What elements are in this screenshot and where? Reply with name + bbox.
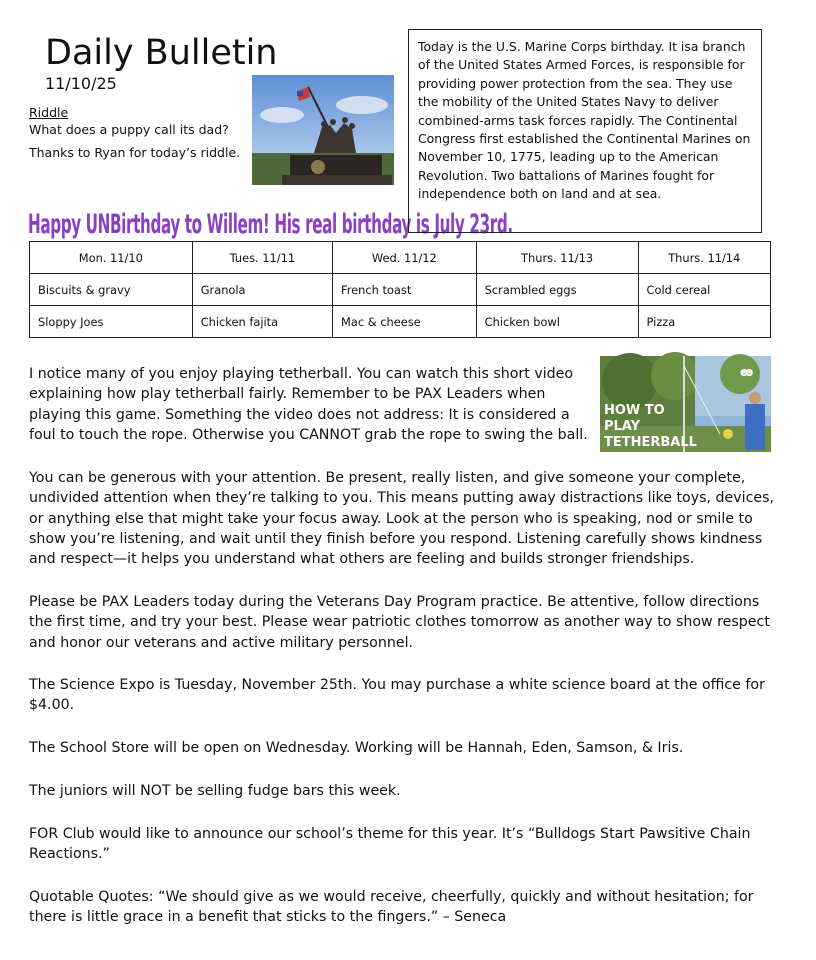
riddle-label: Riddle — [29, 105, 69, 120]
riddle-thanks: Thanks to Ryan for today’s riddle. — [29, 145, 241, 160]
science-expo-paragraph: The Science Expo is Tuesday, November 25th. You may purchase a white science board at the office for $4.00. — [29, 677, 765, 714]
marine-memorial-image — [252, 75, 394, 185]
menu-day-header: Tues. 11/11 — [192, 242, 332, 274]
menu-cell: Granola — [192, 274, 332, 306]
menu-breakfast-row — [30, 274, 771, 306]
veterans-paragraph: Please be PAX Leaders today during the Veterans Day Program practice. Be attentive, follow directions the first time, and try your best. Please wear patriotic clothes tomorrow as another way to show respect and honor our veterans and active military personnel. — [29, 594, 770, 651]
tetherball-title-line: TETHERBALL — [604, 435, 697, 450]
bulletin-date: 11/10/25 — [45, 74, 117, 93]
school-store-paragraph: The School Store will be open on Wednesday. Working will be Hannah, Eden, Samson, & Iris. — [29, 740, 684, 756]
tetherball-paragraph: I notice many of you enjoy playing tetherball. You can watch this short video explaining how play tetherball fairly. Remember to be PAX Leaders when playing this game. Something the video does not address: It is considered a foul to touch the rope. Otherwise you CANNOT grab the rope to swing the ball. — [29, 366, 588, 443]
tetherball-title-line: PLAY — [604, 419, 641, 434]
bulletin-title: Daily Bulletin — [45, 33, 278, 73]
menu-cell: Mac & cheese — [333, 306, 477, 338]
tetherball-title-line: HOW TO — [604, 403, 665, 418]
menu-cell: Cold cereal — [638, 274, 770, 306]
menu-header-row — [30, 242, 771, 274]
juniors-paragraph: The juniors will NOT be selling fudge bars this week. — [29, 783, 401, 799]
menu-day-header: Mon. 11/10 — [30, 242, 193, 274]
lunch-menu-table — [29, 241, 771, 338]
menu-day-header: Thurs. 11/13 — [476, 242, 638, 274]
riddle-question: What does a puppy call its dad? — [29, 122, 229, 137]
menu-cell: Chicken bowl — [476, 306, 638, 338]
for-club-paragraph: FOR Club would like to announce our school’s theme for this year. It’s “Bulldogs Start Pawsitive Chain Reactions.” — [29, 826, 751, 863]
menu-cell: Biscuits & gravy — [30, 274, 193, 306]
menu-day-header: Thurs. 11/14 — [638, 242, 770, 274]
tetherball-video-thumbnail[interactable] — [600, 356, 771, 452]
menu-day-header: Wed. 11/12 — [333, 242, 477, 274]
menu-cell: French toast — [333, 274, 477, 306]
menu-cell: Scrambled eggs — [476, 274, 638, 306]
marine-corps-history-box: Today is the U.S. Marine Corps birthday. It isa branch of the United States Armed Forces, is responsible for providing power protection from the sea. They use the mobility of the United States Navy to deliver combined-arms task forces rapidly. The Continental Congress first established the Continental Marines on November 10, 1775, leading up to the American Revolution. Two battalions of Marines fought for independence both on land and at sea. — [408, 29, 762, 233]
birthday-banner: Happy UNBirthday to Willem! His real birthday is July 23rd. — [28, 208, 513, 240]
menu-cell: Pizza — [638, 306, 770, 338]
attention-paragraph: You can be generous with your attention. Be present, really listen, and give someone your complete, undivided attention when they’re talking to you. This means putting away distractions like toys, devices, or anything else that might take your focus away. Look at the person who is speaking, nod or smile to show you’re listening, and wait until they finish before you respond. Listening carefully shows kindness and respect—it helps you understand what others are feeling and builds stronger friendships. — [29, 470, 775, 568]
quotable-quote-paragraph: Quotable Quotes: “We should give as we would receive, cheerfully, quickly and without hesitation; for there is little grace in a benefit that sticks to the fingers.” – Seneca — [29, 889, 754, 926]
svg-text:ꙭ: ꙭ — [740, 365, 754, 379]
menu-cell: Sloppy Joes — [30, 306, 193, 338]
menu-cell: Chicken fajita — [192, 306, 332, 338]
menu-lunch-row — [30, 306, 771, 338]
